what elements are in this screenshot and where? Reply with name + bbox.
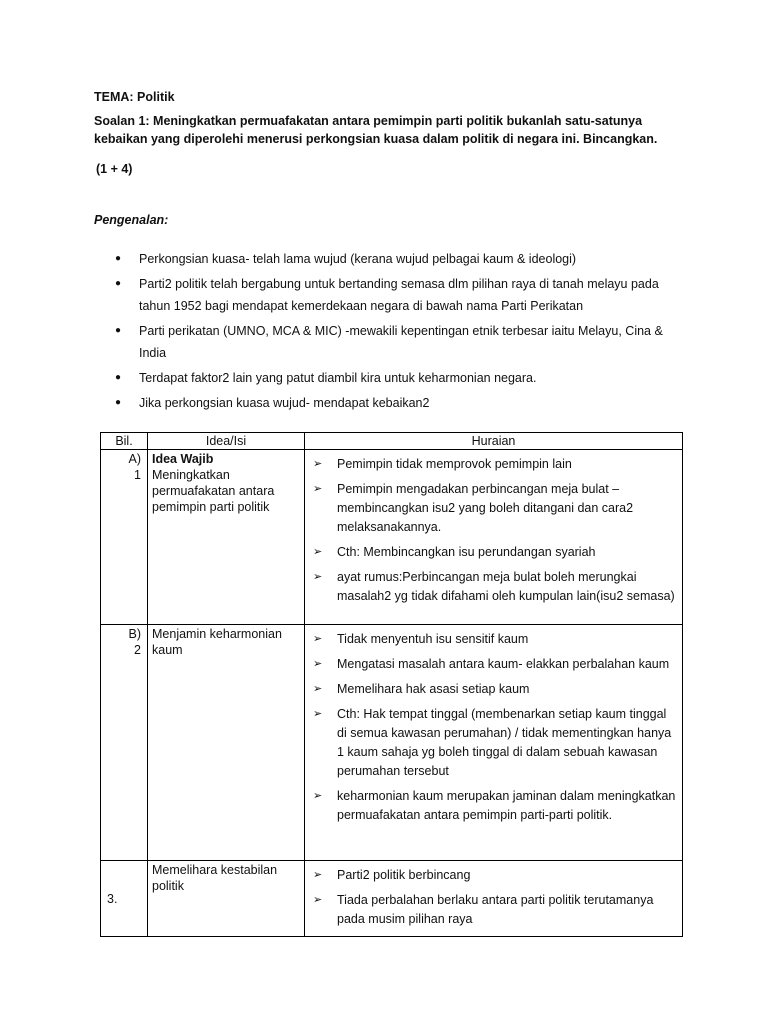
intro-bullet-list	[115, 248, 685, 417]
intro-title: Pengenalan:	[94, 213, 169, 227]
arrow-bullet-icon: ➢	[313, 633, 323, 645]
idea-text: Meningkatkan permuafakatan antara pemimpin parti politik	[152, 468, 275, 514]
idea-required-label: Idea Wajib	[152, 452, 214, 466]
arrow-bullet-icon: ➢	[313, 869, 323, 881]
arrow-bullet-icon: ➢	[313, 790, 323, 802]
list-item: ➢ Tiada perbalahan berlaku antara parti politik terutamanya pada musim pilihan raya	[313, 893, 654, 926]
intro-bullet: ● Parti perikatan (UMNO, MCA & MIC) -mewakili kepentingan etnik terbesar iaitu Melayu, Cina & India	[115, 320, 685, 364]
list-item: ➢ Parti2 politik berbincang	[309, 866, 678, 885]
arrow-bullet-icon: ➢	[313, 458, 323, 470]
table-row	[101, 450, 683, 625]
table-header-row	[101, 433, 683, 450]
idea-cell	[148, 625, 305, 861]
list-item: ➢ Pemimpin tidak memprovok pemimpin lain	[309, 455, 678, 474]
arrow-bullet-icon: ➢	[313, 483, 323, 495]
list-item: ➢ keharmonian kaum merupakan jaminan dalam meningkatkan permuafakatan antara pemimpin parti-parti politik.	[313, 789, 676, 822]
table-row	[101, 625, 683, 861]
question-text: Soalan 1: Meningkatkan permuafakatan antara pemimpin parti politik bukanlah satu-satunya kebaikan yang diperolehi menerusi perkongsian kuasa dalam politik di negara ini. Bincangkan.	[94, 114, 658, 146]
intro-bullet: ● Jika perkongsian kuasa wujud- mendapat kebaikan2	[115, 392, 685, 414]
arrow-bullet-icon: ➢	[313, 708, 323, 720]
arrow-bullet-icon: ➢	[313, 571, 323, 583]
list-item: ➢ ayat rumus:Perbincangan meja bulat boleh merungkai masalah2 yg tidak difahami oleh kumpulan lain(isu2 semasa)	[313, 570, 675, 603]
intro-bullet: ● Perkongsian kuasa- telah lama wujud (kerana wujud pelbagai kaum & ideologi)	[115, 248, 685, 270]
row-number: A) 1	[101, 450, 148, 625]
list-item: ➢ Memelihara hak asasi setiap kaum	[309, 680, 678, 699]
row-number: 3.	[101, 861, 148, 937]
arrow-bullet-icon: ➢	[313, 546, 323, 558]
list-item: ➢ Mengatasi masalah antara kaum- elakkan perbalahan kaum	[309, 655, 678, 674]
huraian-list	[309, 866, 678, 929]
list-item: ➢ Cth: Membincangkan isu perundangan syariah	[309, 543, 678, 562]
huraian-cell	[305, 861, 683, 937]
header-huraian: Huraian	[305, 433, 683, 450]
tema-heading: TEMA: Politik	[94, 90, 175, 104]
huraian-list	[309, 630, 678, 825]
table-row	[101, 861, 683, 937]
intro-bullet: ● Parti2 politik telah bergabung untuk bertanding semasa dlm pilihan raya di tanah melayu pada tahun 1952 bagi mendapat kemerdekaan negara di bawah nama Parti Perikatan	[115, 273, 685, 317]
idea-text: Memelihara kestabilan politik	[152, 863, 278, 893]
marks-label: (1 + 4)	[96, 162, 133, 176]
list-item: ➢ Pemimpin mengadakan perbincangan meja bulat – membincangkan isu2 yang boleh ditangani dan cara2 melaksanakannya.	[313, 482, 634, 534]
list-item: ➢ Cth: Hak tempat tinggal (membenarkan setiap kaum tinggal di semua kawasan perumahan) / tidak mementingkan hanya 1 kaum sahaja yg boleh tinggal di dalam sebuah kawasan perumahan tersebut	[313, 707, 672, 778]
huraian-list	[309, 455, 678, 606]
header-bil: Bil.	[101, 433, 148, 450]
arrow-bullet-icon: ➢	[313, 683, 323, 695]
row-number: B) 2	[101, 625, 148, 861]
huraian-cell	[305, 625, 683, 861]
answer-table	[100, 432, 683, 937]
arrow-bullet-icon: ➢	[313, 894, 323, 906]
list-item: ➢ Tidak menyentuh isu sensitif kaum	[309, 630, 678, 649]
idea-cell	[148, 450, 305, 625]
arrow-bullet-icon: ➢	[313, 658, 323, 670]
huraian-cell	[305, 450, 683, 625]
header-idea: Idea/Isi	[148, 433, 305, 450]
idea-text: Menjamin keharmonian kaum	[152, 627, 282, 657]
idea-cell	[148, 861, 305, 937]
intro-bullet: ● Terdapat faktor2 lain yang patut diambil kira untuk keharmonian negara.	[115, 367, 685, 389]
